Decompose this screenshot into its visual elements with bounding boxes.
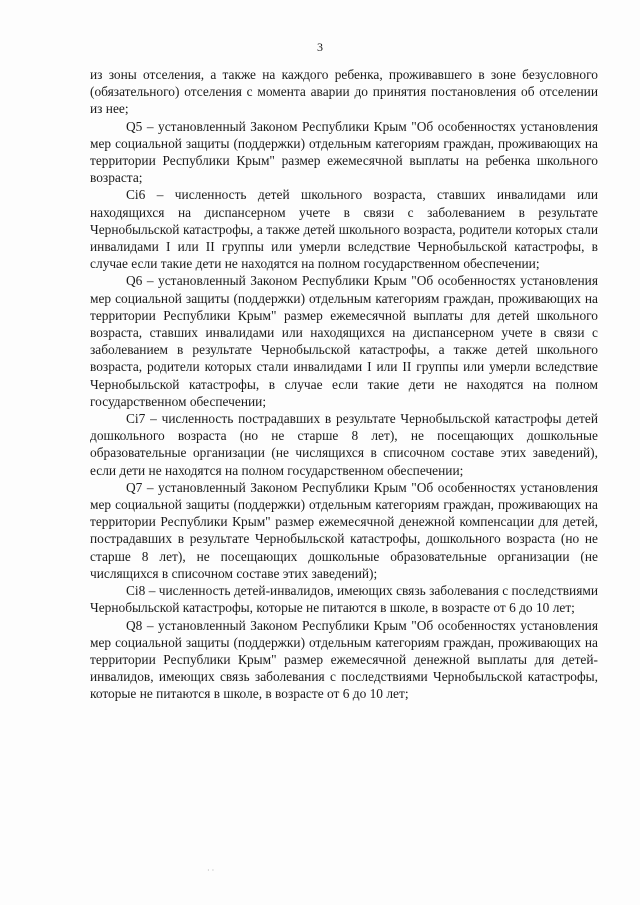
paragraph-ci6: Ci6 – численность детей школьного возраста, ставших инвалидами или находящихся на диспансерном учете в связи с заболеванием в результате Чернобыльской катастрофы, а также детей школьного возраста, родители которых стали инвалидами I или II группы или умерли вследствие Чернобыльской катастрофы, в случае если такие дети не находятся на полном государственном обеспечении; <box>90 187 598 272</box>
paragraph-continuation: из зоны отселения, а также на каждого ребенка, проживавшего в зоне безусловного (обязательного) отселения с момента аварии до принятия постановления об отселении из нее; <box>90 67 598 117</box>
paragraph-q7: Q7 – установленный Законом Республики Крым "Об особенностях установления мер социальной защиты (поддержки) отдельным категориям граждан, проживающих на территории Республики Крым" размер ежемесячной денежной компенсации для детей, пострадавших в результате Чернобыльской катастрофы, дошкольного возраста (но не старше 8 лет), не посещающих дошкольные образовательные организации (не числящихся в списочном составе этих заведений); <box>90 479 598 581</box>
scan-speck: · · <box>207 866 215 875</box>
paragraph-q6: Q6 – установленный Законом Республики Крым "Об особенностях установления мер социальной защиты (поддержки) отдельным категориям граждан, проживающих на территории Республики Крым" размер ежемесячной выплаты для детей школьного возраста, ставших инвалидами или находящихся на диспансерном учете в связи с заболеванием в результате Чернобыльской катастрофы, а также детей школьного возраста, родители которых стали инвалидами I или II группы или умерли вследствие Чернобыльской катастрофы, в случае если такие дети не находятся на полном государственном обеспечении; <box>90 273 598 409</box>
document-body <box>90 66 598 703</box>
page-number: 3 <box>317 40 323 54</box>
paragraph-ci8: Ci8 – численность детей-инвалидов, имеющих связь заболевания с последствиями Чернобыльской катастрофы, которые не питаются в школе, в возрасте от 6 до 10 лет; <box>90 583 598 616</box>
paragraph-q5: Q5 – установленный Законом Республики Крым "Об особенностях установления мер социальной защиты (поддержки) отдельным категориям граждан, проживающих на территории Республики Крым" размер ежемесячной выплаты на ребенка школьного возраста; <box>90 118 598 186</box>
paragraph-ci7: Ci7 – численность пострадавших в результате Чернобыльской катастрофы детей дошкольного возраста (но не старше 8 лет), не посещающих дошкольные образовательные организации (не числящихся в списочном составе этих заведений), если дети не находятся на полном государственном обеспечении; <box>90 411 598 478</box>
paragraph-q8: Q8 – установленный Законом Республики Крым "Об особенностях установления мер социальной защиты (поддержки) отдельным категориям граждан, проживающих на территории Республики Крым" размер ежемесячной денежной выплаты для детей-инвалидов, имеющих связь заболевания с последствиями Чернобыльской катастрофы, которые не питаются в школе, в возрасте от 6 до 10 лет; <box>90 617 598 702</box>
